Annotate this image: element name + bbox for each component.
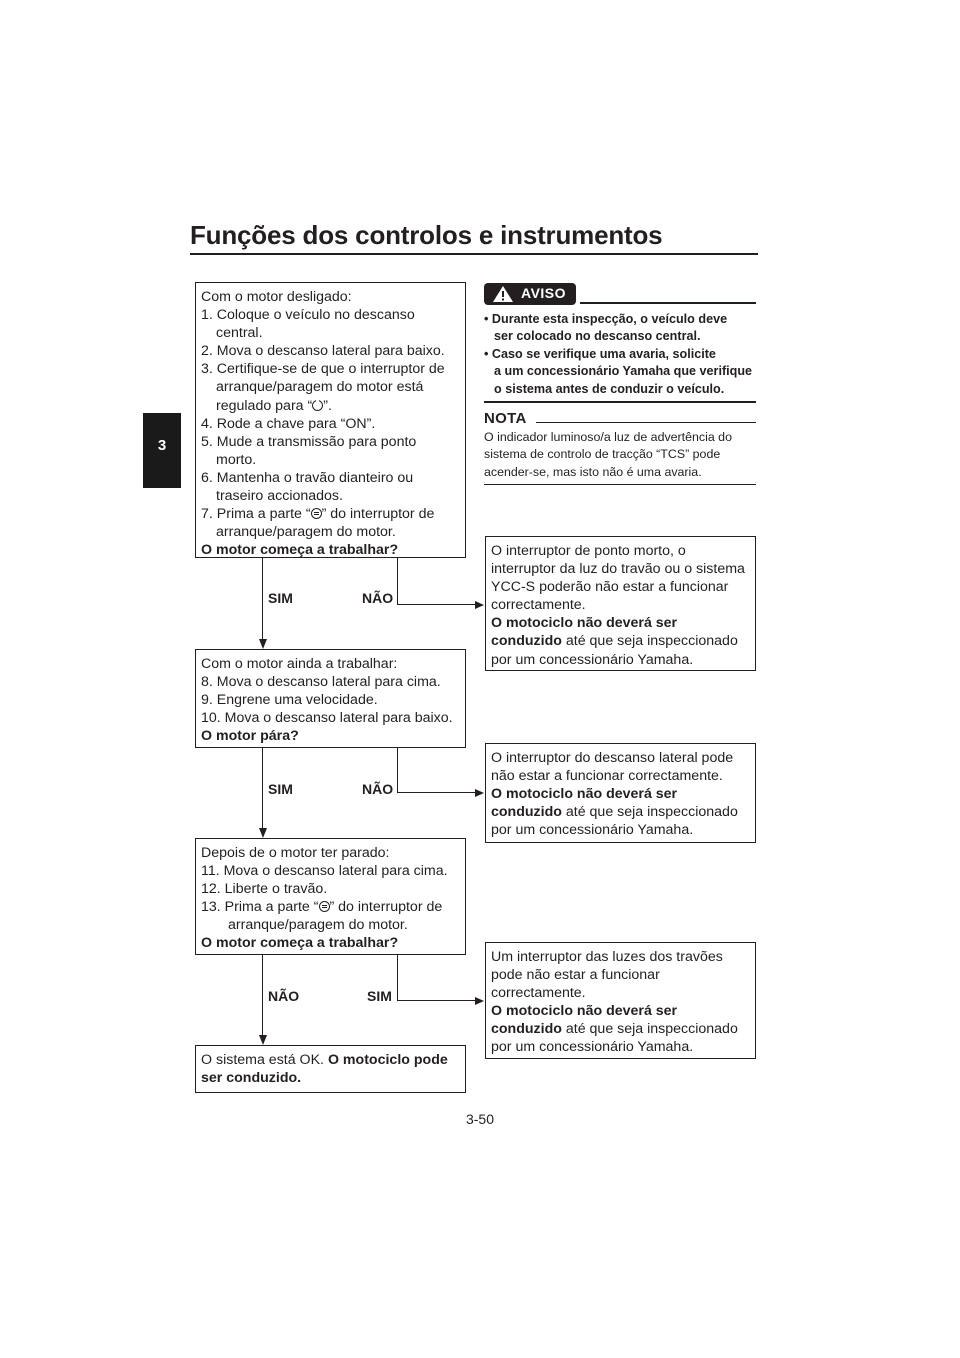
result-text: correctamente.	[491, 985, 586, 1002]
engine-run-icon	[312, 400, 323, 411]
engine-start-icon	[311, 508, 322, 519]
nota-body	[484, 429, 756, 481]
aviso-bottom-rule	[484, 401, 756, 403]
label-no: NÃO	[362, 590, 394, 606]
step-text: regulado para “ ”.	[216, 397, 332, 414]
label-no: NÃO	[362, 781, 394, 797]
connector-no-1-h	[397, 604, 475, 605]
title-rule	[190, 253, 758, 255]
nota-text: acender-se, mas isto não é uma avaria.	[484, 464, 702, 479]
step-text: 13. Prima a parte “ ” do interruptor de	[201, 899, 443, 916]
step-text: 2. Mova o descanso lateral para baixo.	[201, 343, 445, 360]
engine-start-icon	[319, 901, 330, 912]
result-text: O motociclo não deverá ser	[491, 1003, 678, 1020]
label-yes: SIM	[367, 988, 392, 1004]
arrow-down-icon	[259, 828, 267, 838]
result-text: conduzido até que seja inspeccionado	[491, 1021, 738, 1038]
step-text: morto.	[216, 451, 257, 468]
ok-text: O sistema está OK. O motociclo pode	[201, 1052, 448, 1068]
ok-text: ser conduzido.	[201, 1070, 302, 1087]
result-text: pode não estar a funcionar	[491, 967, 660, 984]
step-text: central.	[216, 325, 263, 342]
result-text: O interruptor de ponto morto, o	[491, 543, 686, 559]
connector-yes-1	[262, 558, 263, 639]
step-text: Com o motor ainda a trabalhar:	[201, 656, 398, 672]
result-text: O motociclo não deverá ser	[491, 786, 678, 803]
aviso-text: a um concessionário Yamaha que verifique	[494, 364, 753, 379]
nota-rule	[536, 422, 756, 423]
result-text: por um concessionário Yamaha.	[491, 1039, 694, 1056]
step-text: 9. Engrene uma velocidade.	[201, 692, 378, 709]
arrow-down-icon	[259, 1035, 267, 1045]
flow-result-ok	[195, 1045, 466, 1093]
result-text: O interruptor do descanso lateral pode	[491, 750, 734, 766]
connector-no-2	[397, 748, 398, 793]
step-text: 12. Liberte o travão.	[201, 881, 328, 898]
page-title: Funções dos controlos e instrumentos	[190, 220, 663, 250]
section-tab-number: 3	[157, 437, 167, 454]
step-text: 5. Mude a transmissão para ponto	[201, 433, 417, 450]
label-yes: SIM	[268, 590, 293, 606]
result-text: não estar a funcionar correctamente.	[491, 768, 723, 785]
flow-step-3	[195, 838, 466, 955]
result-text: interruptor da luz do travão ou o sistema	[491, 561, 745, 578]
flow-result-3	[485, 942, 756, 1059]
arrow-down-icon	[259, 639, 267, 649]
aviso-text: o sistema antes de conduzir o veículo.	[494, 381, 725, 396]
result-text: conduzido até que seja inspeccionado	[491, 633, 738, 650]
step-question: O motor pára?	[201, 728, 299, 745]
step-text: 11. Mova o descanso lateral para cima.	[201, 863, 448, 880]
step-text: Com o motor desligado:	[201, 289, 352, 305]
step-text: 6. Mantenha o travão dianteiro ou	[201, 469, 414, 486]
label-yes: SIM	[268, 781, 293, 797]
result-text: YCC-S poderão não estar a funcionar	[491, 579, 729, 596]
result-text: por um concessionário Yamaha.	[491, 651, 694, 668]
connector-yes-2	[262, 748, 263, 828]
connector-yes-3-h	[397, 1000, 475, 1001]
page-number: 3-50	[465, 1111, 495, 1127]
aviso-text: ser colocado no descanso central.	[494, 329, 701, 344]
step-text: 10. Mova o descanso lateral para baixo.	[201, 710, 453, 727]
connector-no-1	[397, 558, 398, 605]
flow-step-1	[195, 282, 466, 558]
arrow-right-icon	[475, 601, 484, 609]
step-text: arranque/paragem do motor.	[216, 524, 396, 541]
connector-no-3	[262, 955, 263, 1035]
flow-result-1	[485, 536, 756, 671]
arrow-right-icon	[475, 997, 484, 1005]
step-text: 3. Certifique-se de que o interruptor de	[201, 361, 445, 378]
flow-step-2	[195, 649, 466, 748]
result-text: correctamente.	[491, 597, 586, 614]
arrow-right-icon	[475, 789, 484, 797]
nota-text: sistema de controlo de tracção “TCS” pode	[484, 447, 721, 462]
step-text: Depois de o motor ter parado:	[201, 845, 390, 861]
step-question: O motor começa a trabalhar?	[201, 935, 399, 952]
result-text: O motociclo não deverá ser	[491, 615, 678, 632]
warning-triangle-icon	[492, 285, 514, 303]
label-no: NÃO	[268, 988, 300, 1004]
step-text: 8. Mova o descanso lateral para cima.	[201, 674, 441, 691]
step-question: O motor começa a trabalhar?	[201, 542, 399, 559]
aviso-body	[484, 311, 756, 398]
step-text: arranque/paragem do motor.	[228, 917, 408, 934]
connector-no-2-h	[397, 792, 475, 793]
flow-result-2	[485, 743, 756, 843]
result-text: por um concessionário Yamaha.	[491, 822, 694, 839]
nota-text: O indicador luminoso/a luz de advertência do	[484, 430, 732, 444]
aviso-rule	[580, 302, 756, 304]
nota-title: NOTA	[484, 410, 527, 427]
result-text: conduzido até que seja inspeccionado	[491, 804, 738, 821]
step-text: traseiro accionados.	[216, 488, 343, 505]
connector-yes-3	[397, 955, 398, 1001]
aviso-title: AVISO	[521, 285, 567, 301]
step-text: 4. Rode a chave para “ON”.	[201, 415, 376, 432]
result-text: Um interruptor das luzes dos travões	[491, 949, 723, 965]
step-text: 7. Prima a parte “ ” do interruptor de	[201, 506, 435, 523]
nota-bottom-rule	[484, 484, 756, 485]
aviso-text: • Durante esta inspecção, o veículo deve	[484, 312, 728, 326]
step-text: 1. Coloque o veículo no descanso	[201, 307, 415, 324]
aviso-text: • Caso se verifique uma avaria, solicite	[484, 346, 716, 361]
step-text: arranque/paragem do motor está	[216, 379, 424, 396]
